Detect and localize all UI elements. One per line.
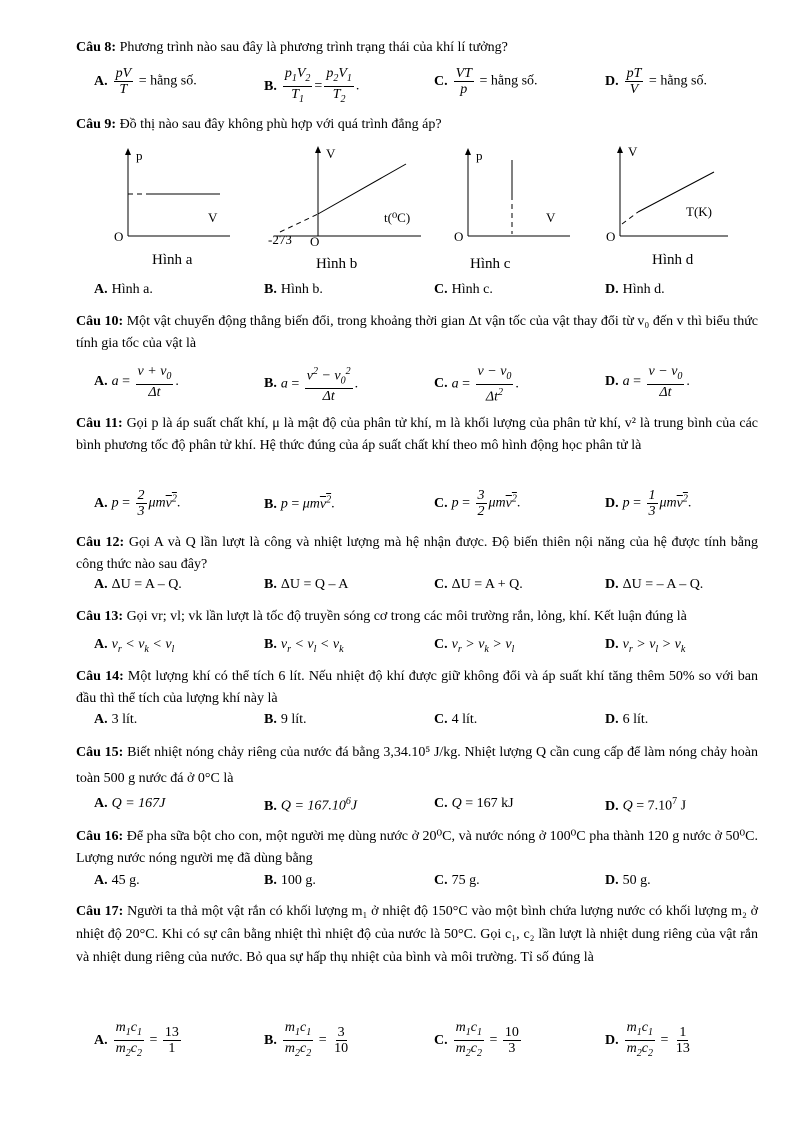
q17-option-d[interactable]: D. $\frac{m_1c_1}{m_2c_2}$ = $\frac{1}{13}$	[605, 1020, 690, 1059]
graph-a-y-label: p	[136, 148, 143, 163]
graph-d-y-label: V	[628, 144, 638, 159]
graph-a-origin: O	[114, 229, 124, 244]
q10-option-c[interactable]: C. a = $\frac{v - v_0}{\Delta t^2}$ .	[434, 364, 519, 405]
graph-a-caption: Hình a	[152, 252, 193, 268]
question-10: Câu 10: Một vật chuyển động thẳng biến đổi, trong khoảng thời gian Δt vận tốc của vật thay đổi từ v₀ đến v thì biểu thức tính gia tốc của vật là	[76, 314, 758, 351]
q8-option-a[interactable]: A. $\frac{pV}{T}$ = hằng số.	[94, 66, 197, 97]
q15-option-a[interactable]: A. Q = 167J	[94, 796, 166, 811]
q16-option-c[interactable]: C. 75 g.	[434, 873, 480, 888]
q14-option-b[interactable]: B. 9 lít.	[264, 712, 307, 727]
q16-option-a[interactable]: A. 45 g.	[94, 873, 140, 888]
graph-c-x-label: V	[546, 210, 556, 225]
q9-option-c[interactable]: C. Hình c.	[434, 282, 493, 297]
question-9: Câu 9: Đồ thị nào sau đây không phù hợp với quá trình đẳng áp?	[76, 117, 442, 132]
question-14: Câu 14: Một lượng khí có thể tích 6 lít. Nếu nhiệt độ khí được giữ không đổi và áp suất khí tăng thêm 50% so với ban đầu thì thể tích của lượng khí này là	[76, 669, 759, 706]
q13-option-a[interactable]: A. $v_r < v_k < v_l$	[94, 637, 175, 655]
graph-c-origin: O	[454, 229, 464, 244]
q14-option-d[interactable]: D. 6 lít.	[605, 712, 649, 727]
q12-option-a[interactable]: A. ΔU = A – Q.	[94, 577, 182, 592]
q10-option-b[interactable]: B. a = $\frac{v^2 - v_0^2}{\Delta t}$ .	[264, 366, 359, 405]
q17-option-c[interactable]: C. $\frac{m_1c_1}{m_2c_2}$ = $\frac{10}{3}$	[434, 1020, 519, 1059]
q14-option-c[interactable]: C. 4 lít.	[434, 712, 478, 727]
q11-option-d[interactable]: D. p = $\frac{1}{3}$ μmv$^2$.	[605, 488, 692, 519]
q13-option-c[interactable]: C. $v_r > v_k > v_l$	[434, 637, 515, 655]
q8-option-b[interactable]: B. $\frac{p_1V_2}{T_1}$ = $\frac{p_2V_1}{T_2}$ .	[264, 66, 360, 105]
question-17: Câu 17: Người ta thả một vật rắn có khối lượng m₁ ở nhiệt độ 150°C vào một bình chứa lượng nước có khối lượng m₂ ở nhiệt độ 20°C. Khi có sự cân bằng nhiệt thì nhiệt độ của nước là 50°C. Gọi c₁, c₂ lần lượt là nhiệt dung riêng của vật rắn và nhiệt dung riêng của nước. Bỏ qua sự hấp thụ nhiệt của bình và môi trường. Tỉ số đúng là	[76, 904, 759, 965]
q11-option-b[interactable]: B. p = μmv$^2$.	[264, 494, 335, 512]
q16-option-d[interactable]: D. 50 g.	[605, 873, 651, 888]
q8-option-d[interactable]: D. $\frac{pT}{V}$ = hằng số.	[605, 66, 707, 97]
graph-a	[110, 142, 240, 248]
question-12: Câu 12: Gọi A và Q lần lượt là công và nhiệt lượng mà hệ nhận được. Độ biến thiên nội năng của hệ được tính bằng công thức nào sau đây?	[76, 535, 759, 572]
question-13: Câu 13: Gọi vr; vl; vk lần lượt là tốc độ truyền sóng cơ trong các môi trường rắn, lỏng, khí. Kết luận đúng là	[76, 609, 687, 624]
q15-option-d[interactable]: D. $Q = 7.10^7$ J	[605, 796, 687, 814]
q10-option-d[interactable]: D. a = $\frac{v - v_0}{\Delta t}$ .	[605, 364, 690, 400]
graph-d-origin: O	[606, 229, 616, 244]
q17-option-b[interactable]: B. $\frac{m_1c_1}{m_2c_2}$ = $\frac{3}{10}$	[264, 1020, 349, 1059]
q9-option-a[interactable]: A. Hình a.	[94, 282, 153, 297]
graph-a-x-label: V	[208, 210, 218, 225]
q9-option-d[interactable]: D. Hình d.	[605, 282, 665, 297]
q11-option-a[interactable]: A. p = $\frac{2}{3}$ μmv$^2$.	[94, 488, 181, 519]
q13-option-b[interactable]: B. $v_r < v_l < v_k$	[264, 637, 344, 655]
question-15: Câu 15: Biết nhiệt nóng chảy riêng của nước đá bằng 3,34.10⁵ J/kg. Nhiệt lượng Q cần cung cấp để làm nóng chảy hoàn toàn 500 g nước đá ở 0°C là	[76, 745, 759, 786]
graph-c	[450, 142, 580, 248]
question-16: Câu 16: Để pha sữa bột cho con, một người mẹ dùng nước ở 20⁰C, và nước nóng ở 100⁰C pha thành 120 g nước ở 50⁰C. Lượng nước nóng người mẹ đã dùng bằng	[76, 829, 759, 866]
q16-option-b[interactable]: B. 100 g.	[264, 873, 316, 888]
q15-option-b[interactable]: B. $Q = 167.10^6J$	[264, 796, 358, 814]
graph-b	[266, 142, 426, 248]
graph-b-neg-label: -273	[268, 232, 292, 247]
graph-b-origin: O	[310, 234, 320, 248]
q8-option-c[interactable]: C. $\frac{VT}{p}$ = hằng số.	[434, 66, 538, 97]
graph-d	[600, 142, 730, 248]
q9-option-b[interactable]: B. Hình b.	[264, 282, 323, 297]
question-8: Câu 8: Phương trình nào sau đây là phương trình trạng thái của khí lí tưởng?	[76, 40, 508, 55]
graph-b-x-label: t(⁰C)	[384, 210, 411, 225]
graph-b-y-label: V	[326, 146, 336, 161]
q15-option-c[interactable]: C. Q = 167 kJ	[434, 796, 514, 811]
q10-option-a[interactable]: A. a = $\frac{v + v_0}{\Delta t}$ .	[94, 364, 179, 400]
q17-option-a[interactable]: A. $\frac{m_1c_1}{m_2c_2}$ = $\frac{13}{1}$	[94, 1020, 179, 1059]
q13-option-d[interactable]: D. $v_r > v_l > v_k$	[605, 637, 686, 655]
graph-c-caption: Hình c	[470, 256, 511, 272]
question-11: Câu 11: Gọi p là áp suất chất khí, μ là mật độ của phân tử khí, m là khối lượng của phân tử khí, v² là trung bình của các bình phương tốc độ phân tử khí. Hệ thức đúng của áp suất chất khí theo mô hình động học phân tử là	[76, 416, 758, 453]
graph-c-y-label: p	[476, 148, 483, 163]
q12-option-c[interactable]: C. ΔU = A + Q.	[434, 577, 523, 592]
q14-option-a[interactable]: A. 3 lít.	[94, 712, 138, 727]
q11-option-c[interactable]: C. p = $\frac{3}{2}$ μmv$^2$.	[434, 488, 521, 519]
graph-d-x-label: T(K)	[686, 204, 712, 219]
graph-b-caption: Hình b	[316, 256, 358, 272]
q12-option-d[interactable]: D. ΔU = – A – Q.	[605, 577, 704, 592]
q12-option-b[interactable]: B. ΔU = Q – A	[264, 577, 349, 592]
graph-d-caption: Hình d	[652, 252, 694, 268]
